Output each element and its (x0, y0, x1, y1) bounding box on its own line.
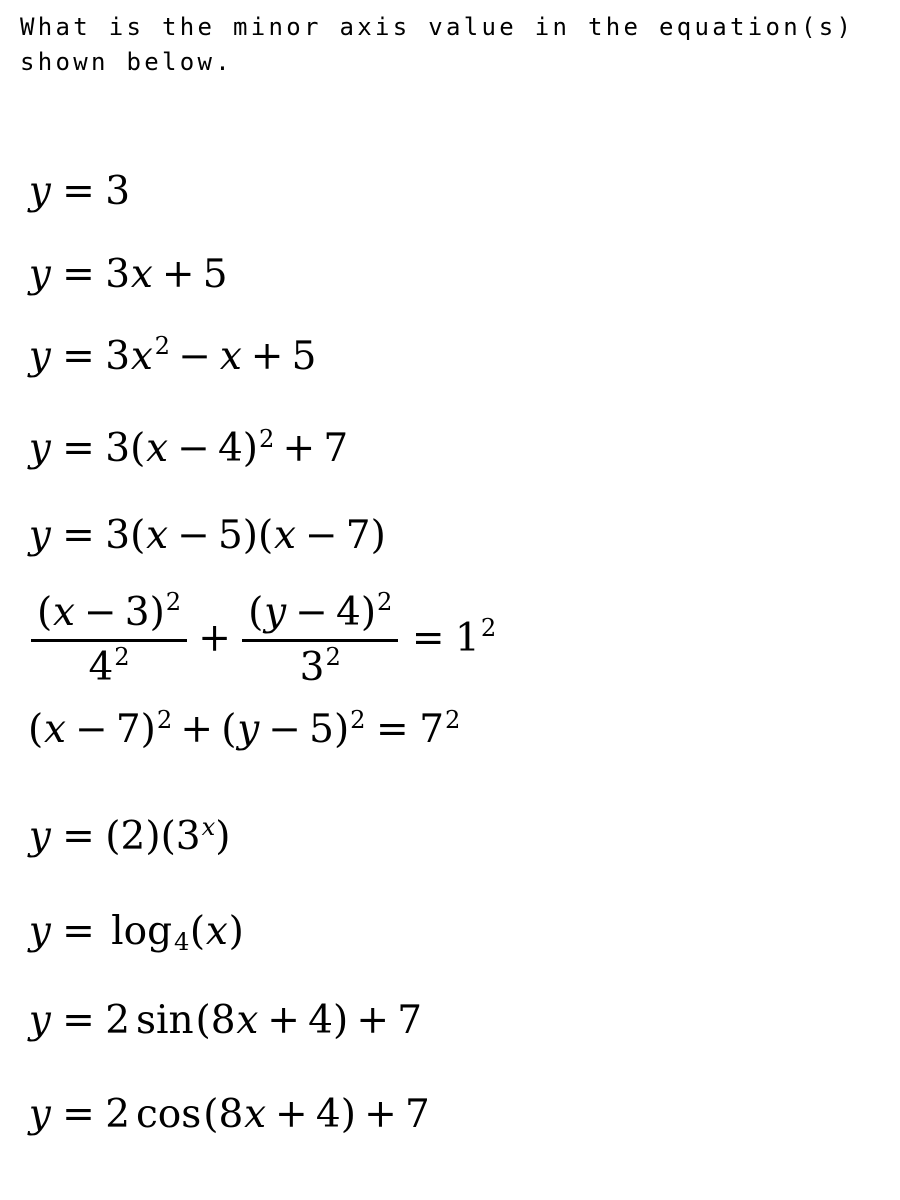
math-paren: ) (228, 908, 244, 954)
math-number: 3 (105, 513, 131, 558)
math-number: 8 (210, 997, 236, 1043)
math-operator: + (275, 1092, 308, 1138)
math-paren: ) (215, 814, 231, 860)
math-number: 7 (323, 426, 349, 472)
math-variable: x (43, 707, 66, 753)
math-paren: ) (145, 814, 161, 860)
math-variable: y (28, 333, 51, 379)
math-variable: x (244, 1092, 267, 1138)
question-line-1: What is the minor axis value in the equation(s) (20, 13, 855, 41)
math-operator: − (177, 513, 210, 558)
equation-5 (28, 512, 900, 561)
equation-4 (28, 425, 900, 474)
math-number: 4 (88, 644, 114, 690)
math-variable: x (205, 908, 228, 954)
fraction-denominator (88, 642, 129, 691)
math-superscript: 2 (165, 588, 182, 617)
math-number: 3 (175, 814, 201, 860)
math-number: 7 (345, 513, 371, 558)
math-relation: = (62, 251, 95, 297)
math-variable: y (28, 426, 51, 472)
math-operator: + (250, 333, 284, 379)
math-superscript: 2 (114, 643, 130, 672)
math-paren: ( (36, 589, 53, 635)
fraction-numerator (31, 588, 187, 642)
math-paren: ) (149, 589, 165, 635)
equation-list (0, 168, 900, 1140)
equation-1 (28, 168, 900, 217)
math-paren: ) (140, 707, 156, 753)
equation-7 (28, 706, 900, 755)
math-function: log (111, 908, 173, 954)
math-subscript: 4 (174, 927, 190, 956)
math-number: 7 (397, 997, 423, 1043)
equation-10 (28, 997, 900, 1046)
math-variable: x (146, 513, 169, 558)
math-number: 3 (105, 333, 131, 379)
math-variable: x (236, 997, 259, 1043)
math-variable: y (28, 513, 51, 558)
math-operator: + (267, 997, 300, 1043)
math-relation: = (62, 333, 95, 379)
fraction-denominator (300, 642, 341, 691)
math-relation: = (411, 615, 445, 661)
math-operator: − (178, 333, 211, 379)
math-number: 2 (120, 814, 146, 860)
math-superscript: 2 (154, 332, 170, 360)
math-number: 3 (105, 426, 131, 472)
math-variable: x (273, 513, 296, 558)
equation-11 (28, 1091, 900, 1140)
math-function: cos (135, 1092, 202, 1138)
math-operator: − (268, 707, 301, 753)
math-relation: = (62, 426, 95, 472)
math-paren: ( (203, 1092, 219, 1138)
math-paren: ( (195, 997, 211, 1043)
math-function: sin (135, 997, 194, 1043)
math-variable: x (130, 333, 153, 379)
math-paren: ( (130, 426, 146, 472)
math-operator: − (304, 513, 338, 558)
math-number: 1 (455, 615, 480, 661)
math-operator: − (74, 707, 108, 753)
math-number: 5 (202, 251, 228, 297)
math-superscript: 2 (350, 705, 366, 734)
math-variable: y (264, 589, 287, 635)
math-paren: ) (332, 997, 349, 1043)
math-operator: + (161, 251, 195, 297)
math-superscript: 2 (258, 424, 275, 453)
math-number: 3 (124, 589, 150, 635)
math-operator: + (356, 997, 390, 1043)
math-paren: ) (242, 426, 258, 472)
math-relation: = (62, 908, 95, 954)
math-number: 3 (105, 169, 131, 214)
math-relation: = (62, 814, 95, 860)
math-paren: ( (160, 814, 176, 860)
math-operator: + (180, 707, 214, 753)
math-variable: y (28, 908, 51, 954)
math-operator: − (295, 589, 328, 635)
math-relation: = (62, 997, 95, 1043)
math-number: 2 (105, 997, 131, 1043)
math-variable: x (130, 251, 153, 297)
math-relation: = (376, 707, 409, 753)
math-number: 4 (217, 426, 243, 472)
math-paren: ( (221, 707, 237, 753)
math-paren: ) (242, 513, 258, 558)
math-operator: − (177, 426, 210, 472)
math-number: 7 (115, 707, 141, 753)
math-relation: = (62, 1092, 95, 1138)
math-operator: + (364, 1092, 397, 1138)
math-relation: = (62, 169, 95, 214)
math-variable: y (237, 707, 260, 753)
math-superscript: 2 (156, 705, 173, 734)
math-number: 3 (105, 251, 131, 297)
math-paren: ( (28, 707, 44, 753)
math-number: 5 (309, 707, 334, 753)
equation-9 (28, 908, 900, 957)
math-variable: y (28, 814, 51, 860)
math-variable: y (28, 1092, 51, 1138)
math-paren: ( (189, 908, 206, 954)
math-number: 3 (299, 644, 325, 690)
math-number: 5 (291, 333, 317, 379)
math-superscript: 2 (445, 705, 461, 734)
math-number: 7 (419, 707, 445, 753)
math-fraction (31, 588, 187, 691)
question-text (0, 0, 900, 80)
math-superscript: x (201, 812, 216, 841)
math-variable: y (28, 251, 51, 297)
math-number: 4 (308, 997, 333, 1043)
equation-3 (28, 333, 900, 382)
math-paren: ) (360, 589, 377, 635)
fraction-numerator (242, 588, 398, 642)
question-line-2: shown below. (20, 48, 233, 76)
math-number: 4 (315, 1092, 341, 1138)
math-superscript: 2 (325, 643, 341, 672)
math-operator: + (198, 615, 231, 661)
math-relation: = (62, 513, 95, 558)
math-paren: ) (340, 1092, 356, 1138)
math-variable: x (146, 426, 169, 472)
equation-8 (28, 813, 900, 862)
math-number: 4 (335, 589, 361, 635)
math-operator: + (282, 426, 316, 472)
math-superscript: 2 (376, 588, 393, 617)
math-paren: ) (333, 707, 350, 753)
math-variable: y (28, 997, 51, 1043)
math-number: 8 (218, 1092, 244, 1138)
math-number: 5 (217, 513, 243, 558)
math-paren: ( (257, 513, 274, 558)
equation-6 (28, 588, 900, 691)
math-paren: ( (105, 814, 121, 860)
math-paren: ( (248, 589, 264, 635)
math-number: 2 (105, 1092, 131, 1138)
math-paren: ) (370, 513, 386, 558)
math-variable: x (219, 333, 242, 379)
math-paren: ( (130, 513, 146, 558)
math-number: 7 (405, 1092, 430, 1138)
equation-2 (28, 251, 900, 300)
math-variable: y (28, 169, 51, 214)
math-superscript: 2 (480, 614, 497, 643)
math-fraction (242, 588, 398, 691)
math-operator: − (83, 589, 117, 635)
math-variable: x (52, 589, 75, 635)
